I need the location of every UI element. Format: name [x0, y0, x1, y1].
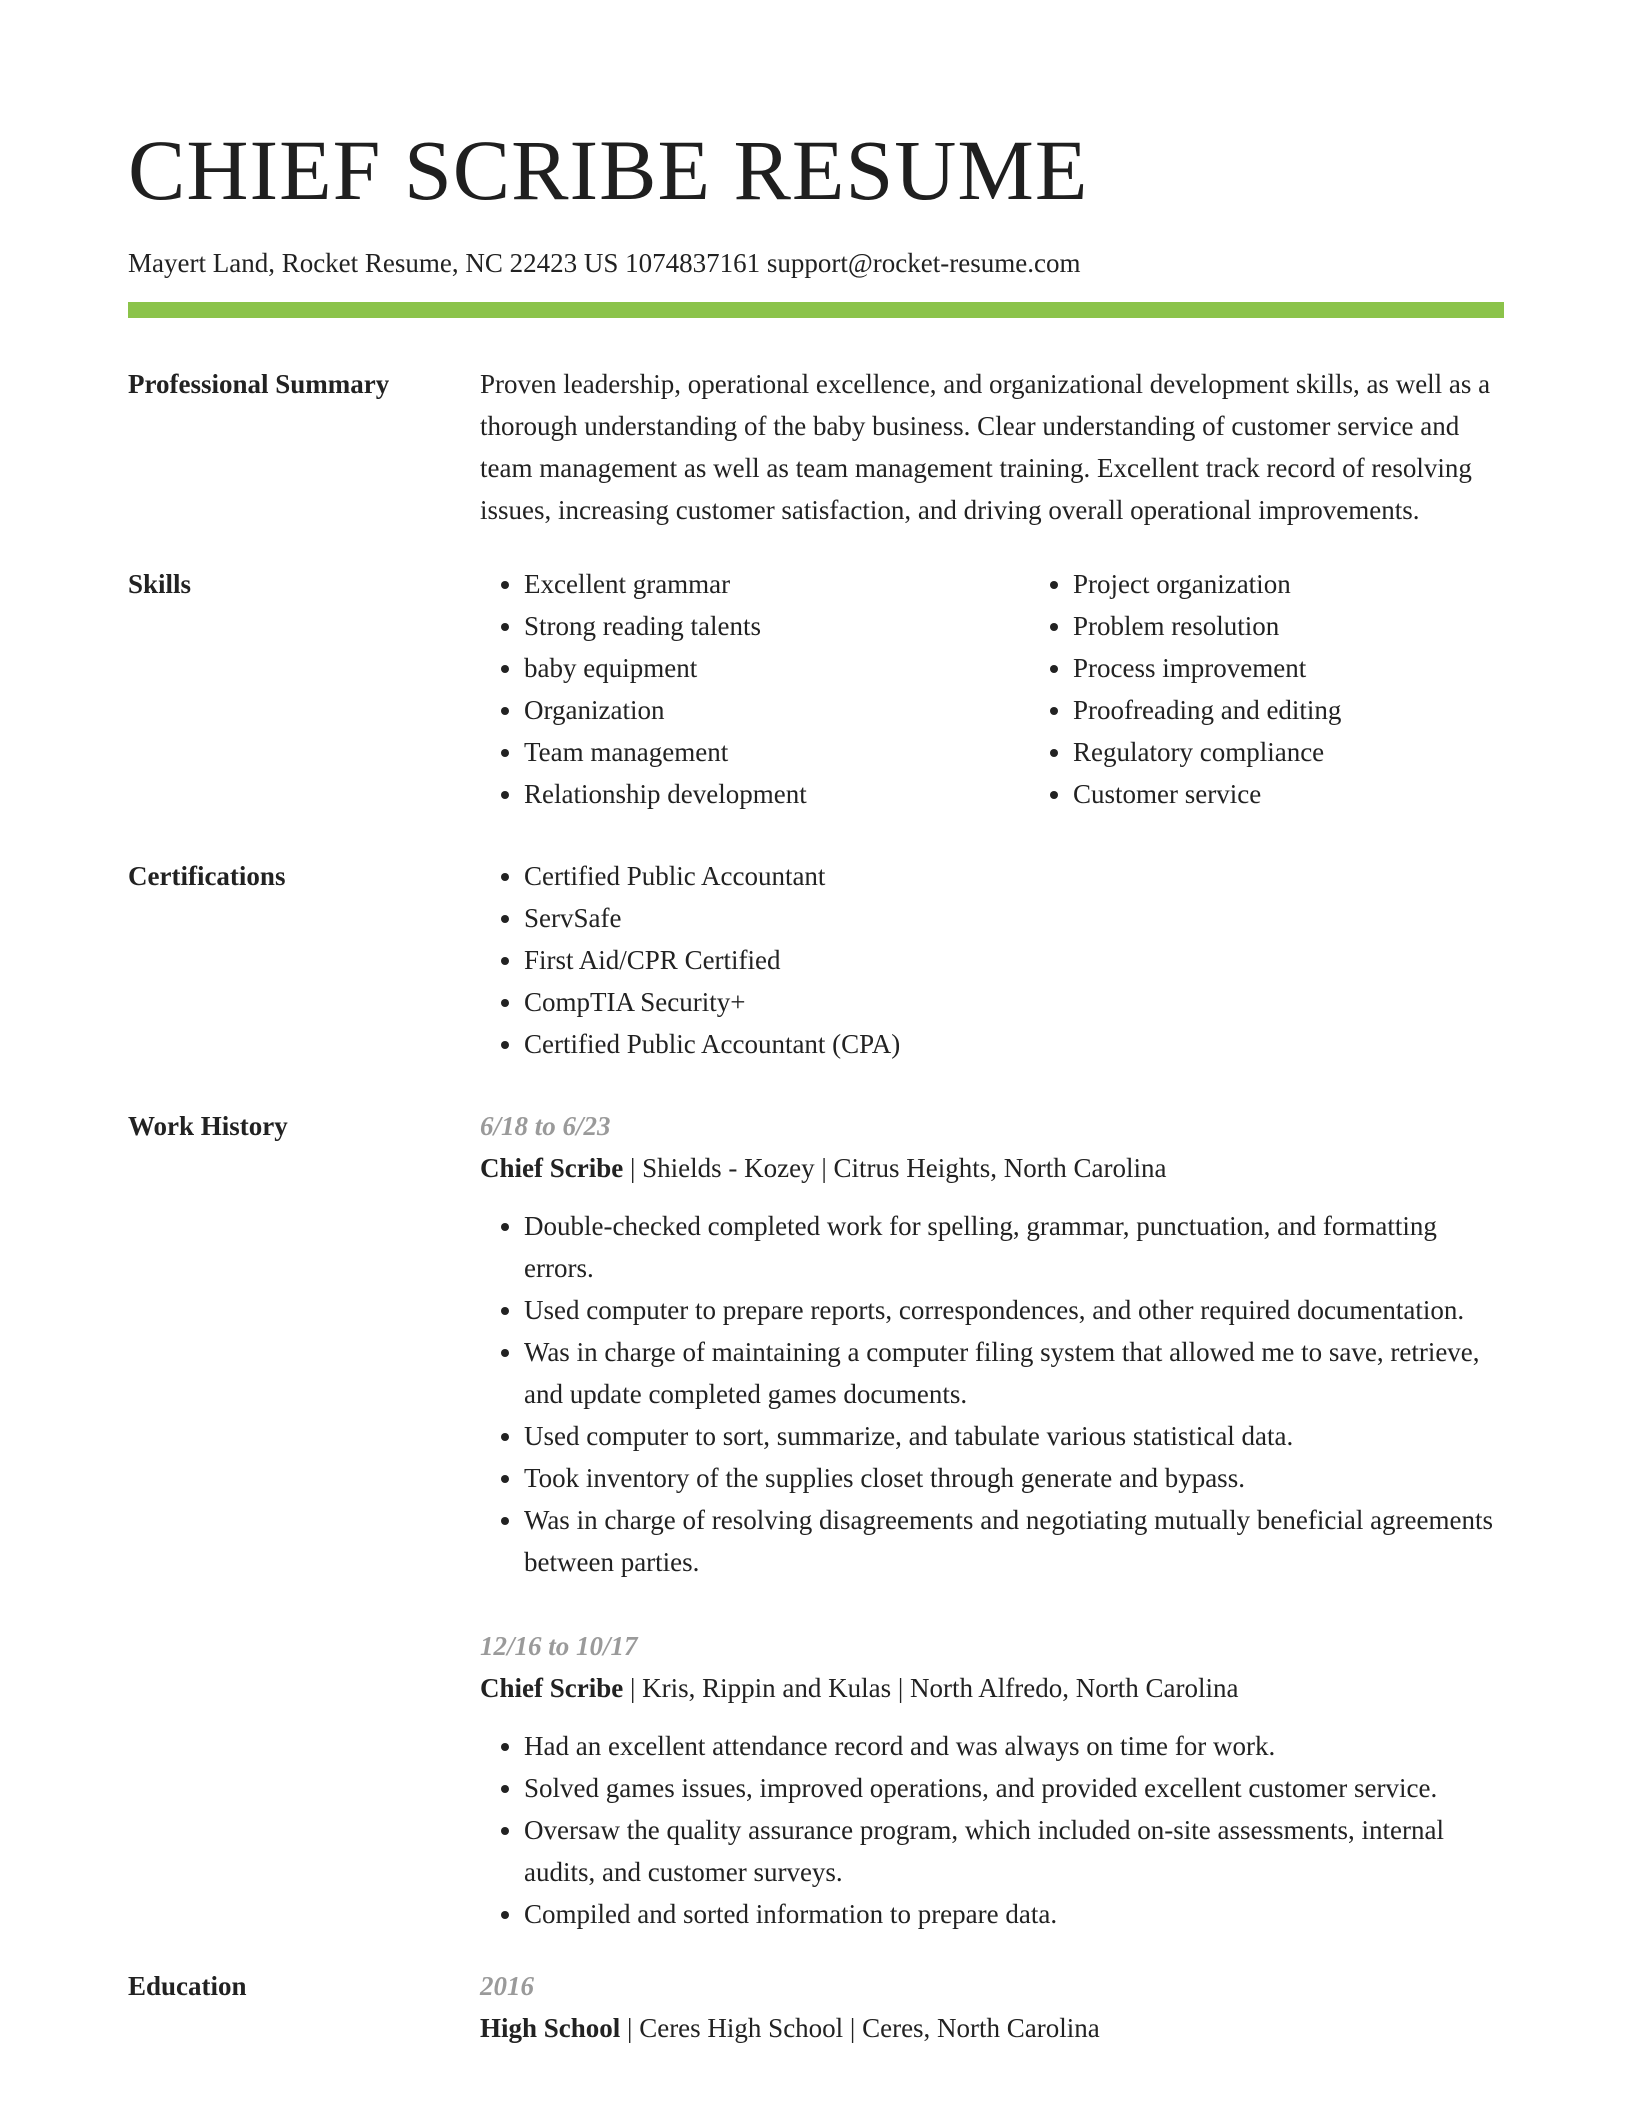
job-duty: • Took inventory of the supplies closet through generate and bypass.	[524, 1457, 1504, 1499]
skill-item: • Regulatory compliance	[1073, 731, 1578, 773]
skills-list-left	[480, 563, 1029, 815]
skill-item: • Team management	[524, 731, 1029, 773]
job-duty: • Used computer to sort, summarize, and tabulate various statistical data.	[524, 1415, 1504, 1457]
certification-item: • ServSafe	[524, 897, 1504, 939]
skill-item: • Customer service	[1073, 773, 1578, 815]
resume-title: CHIEF SCRIBE RESUME	[128, 122, 1089, 218]
certification-item: • Certified Public Accountant	[524, 855, 1504, 897]
job-duty: • Double-checked completed work for spelling, grammar, punctuation, and formatting errors.	[524, 1205, 1504, 1289]
job-title-line	[480, 1147, 1504, 1189]
job-duties-list	[480, 1725, 1504, 1935]
summary-section	[128, 363, 1504, 531]
education-section	[128, 1965, 1504, 2049]
work-history-label: Work History	[128, 1111, 288, 1141]
skill-item: • Strong reading talents	[524, 605, 1029, 647]
education-date: 2016	[480, 1971, 534, 2001]
certifications-label: Certifications	[128, 861, 286, 891]
skills-section	[128, 563, 1504, 815]
skill-item: • Proofreading and editing	[1073, 689, 1578, 731]
skills-label: Skills	[128, 569, 192, 599]
skill-item: • Problem resolution	[1073, 605, 1578, 647]
education-degree: High School	[480, 2013, 621, 2043]
job-role: Chief Scribe	[480, 1153, 624, 1183]
certification-item: • CompTIA Security+	[524, 981, 1504, 1023]
education-details: | Ceres High School | Ceres, North Carolina	[620, 2013, 1100, 2043]
job-duty: • Was in charge of resolving disagreements and negotiating mutually beneficial agreements between parties.	[524, 1499, 1504, 1583]
job-duty: • Used computer to prepare reports, correspondences, and other required documentation.	[524, 1289, 1504, 1331]
work-history-section	[128, 1105, 1504, 1935]
certifications-section	[128, 855, 1504, 1065]
skill-item: • baby equipment	[524, 647, 1029, 689]
job-duties-list	[480, 1205, 1504, 1583]
job-entry	[480, 1105, 1504, 1583]
certifications-list	[480, 855, 1504, 1065]
job-details: | Shields - Kozey | Citrus Heights, North Carolina	[623, 1153, 1167, 1183]
job-entry	[480, 1625, 1504, 1935]
contact-line: Mayert Land, Rocket Resume, NC 22423 US 1074837161 support@rocket-resume.com	[128, 248, 1081, 278]
education-line	[480, 2007, 1504, 2049]
job-date: 6/18 to 6/23	[480, 1111, 611, 1141]
job-details: | Kris, Rippin and Kulas | North Alfredo, North Carolina	[623, 1673, 1239, 1703]
skill-item: • Project organization	[1073, 563, 1578, 605]
summary-label: Professional Summary	[128, 369, 390, 399]
job-duty: • Solved games issues, improved operations, and provided excellent customer service.	[524, 1767, 1504, 1809]
skills-list-right	[1029, 563, 1578, 815]
education-label: Education	[128, 1971, 247, 2001]
job-duty: • Oversaw the quality assurance program, which included on-site assessments, internal audits, and customer surveys.	[524, 1809, 1504, 1893]
job-title-line	[480, 1667, 1504, 1709]
skill-item: • Excellent grammar	[524, 563, 1029, 605]
job-duty: • Had an excellent attendance record and was always on time for work.	[524, 1725, 1504, 1767]
job-duty: • Compiled and sorted information to prepare data.	[524, 1893, 1504, 1935]
job-date: 12/16 to 10/17	[480, 1631, 638, 1661]
certification-item: • Certified Public Accountant (CPA)	[524, 1023, 1504, 1065]
skill-item: • Relationship development	[524, 773, 1029, 815]
job-duty: • Was in charge of maintaining a computer filing system that allowed me to save, retrieve, and update completed games documents.	[524, 1331, 1504, 1415]
summary-text: Proven leadership, operational excellence, and organizational development skills, as well as a thorough understanding of the baby business. Clear understanding of customer service and team management as well as team management training. Excellent track record of resolving issues, increasing customer satisfaction, and driving overall operational improvements.	[480, 369, 1491, 525]
accent-divider	[128, 302, 1504, 318]
certification-item: • First Aid/CPR Certified	[524, 939, 1504, 981]
skill-item: • Organization	[524, 689, 1029, 731]
skill-item: • Process improvement	[1073, 647, 1578, 689]
job-role: Chief Scribe	[480, 1673, 624, 1703]
